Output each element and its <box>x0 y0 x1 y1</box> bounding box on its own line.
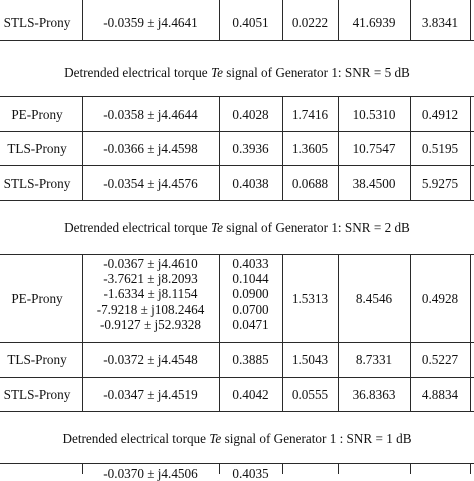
eigenvalue-cell: -0.0367 ± j4.4610 -3.7621 ± j8.2093 -1.6334 ± j8.1154 -7.9218 ± j108.2464 -0.9127 ± j52.9328 <box>96 256 205 332</box>
value-cell: 0.0222 <box>291 15 329 30</box>
method-cell: STLS-Prony <box>3 176 71 191</box>
eigenvalue-cell: -0.0372 ± j4.4548 <box>103 352 198 367</box>
value-cell: 8.7331 <box>355 352 393 367</box>
section-title-suffix: signal of Generator 1 : SNR = 1 dB <box>221 431 412 446</box>
section-title-symbol: Te <box>210 65 223 80</box>
damping-cell: 0.3885 <box>232 352 269 367</box>
value-cell: 0.4912 <box>421 107 459 122</box>
rule <box>0 342 474 343</box>
value-cell: 4.8834 <box>421 387 459 402</box>
value-cell: 1.7416 <box>291 107 329 122</box>
value-cell: 1.5043 <box>291 352 329 367</box>
rule <box>0 463 474 464</box>
value-cell: 1.5313 <box>291 291 329 306</box>
value-cell: 41.6939 <box>352 15 396 30</box>
section-title-prefix: Detrended electrical torque <box>62 431 210 446</box>
method-cell: TLS-Prony <box>7 352 67 367</box>
section-title-prefix: Detrended electrical torque <box>64 220 211 235</box>
value-cell: 1.3605 <box>291 141 329 156</box>
value-cell: 5.9275 <box>421 176 459 191</box>
damping-cell: 0.4042 <box>232 387 269 402</box>
method-cell: PE-Prony <box>11 107 63 122</box>
method-cell: PE-Prony <box>11 291 63 306</box>
rule <box>0 200 474 201</box>
rule <box>0 40 474 41</box>
section-title <box>0 431 474 447</box>
rule <box>0 411 474 412</box>
section-title-symbol: Te <box>210 220 223 235</box>
eigenvalue-cell: -0.0358 ± j4.4644 <box>103 107 198 122</box>
eigenvalue-cell: -0.0347 ± j4.4519 <box>103 387 198 402</box>
damping-cell: 0.4035 <box>232 466 269 481</box>
value-cell: 10.5310 <box>352 107 396 122</box>
rule <box>0 165 474 166</box>
damping-cell: 0.4028 <box>232 107 269 122</box>
value-cell: 0.0688 <box>291 176 329 191</box>
eigenvalue-cell: -0.0354 ± j4.4576 <box>103 176 198 191</box>
rule <box>0 254 474 255</box>
rule <box>410 463 411 474</box>
damping-cell: 0.4033 0.1044 0.0900 0.0700 0.0471 <box>232 256 269 332</box>
method-cell: STLS-Prony <box>3 387 71 402</box>
section-title <box>0 65 474 81</box>
value-cell: 3.8341 <box>421 15 459 30</box>
method-cell: STLS-Prony <box>3 15 71 30</box>
value-cell: 0.0555 <box>291 387 329 402</box>
damping-cell: 0.3936 <box>232 141 269 156</box>
method-cell: TLS-Prony <box>7 141 67 156</box>
value-cell: 36.8363 <box>352 387 396 402</box>
rule <box>470 96 471 201</box>
value-cell: 0.5227 <box>421 352 459 367</box>
rule <box>282 463 283 474</box>
value-cell: 38.4500 <box>352 176 396 191</box>
eigenvalue-cell: -0.0366 ± j4.4598 <box>103 141 198 156</box>
section-title-prefix: Detrended electrical torque <box>64 65 211 80</box>
rule <box>470 463 471 474</box>
value-cell: 0.5195 <box>421 141 459 156</box>
eigenvalue-cell: -0.0359 ± j4.4641 <box>103 15 198 30</box>
rule <box>0 131 474 132</box>
rule <box>470 254 471 412</box>
eigenvalue-cell: -0.0370 ± j4.4506 <box>103 466 198 481</box>
section-title-suffix: signal of Generator 1: SNR = 5 dB <box>222 65 410 80</box>
value-cell: 0.4928 <box>421 291 459 306</box>
damping-cell: 0.4051 <box>232 15 269 30</box>
damping-cell: 0.4038 <box>232 176 269 191</box>
rule <box>0 377 474 378</box>
rule <box>0 96 474 97</box>
value-cell: 8.4546 <box>355 291 393 306</box>
rule <box>470 0 471 41</box>
section-title-suffix: signal of Generator 1: SNR = 2 dB <box>222 220 410 235</box>
section-title <box>0 220 474 236</box>
value-cell: 10.7547 <box>352 141 396 156</box>
section-title-symbol: Te <box>209 431 222 446</box>
rule <box>338 463 339 474</box>
